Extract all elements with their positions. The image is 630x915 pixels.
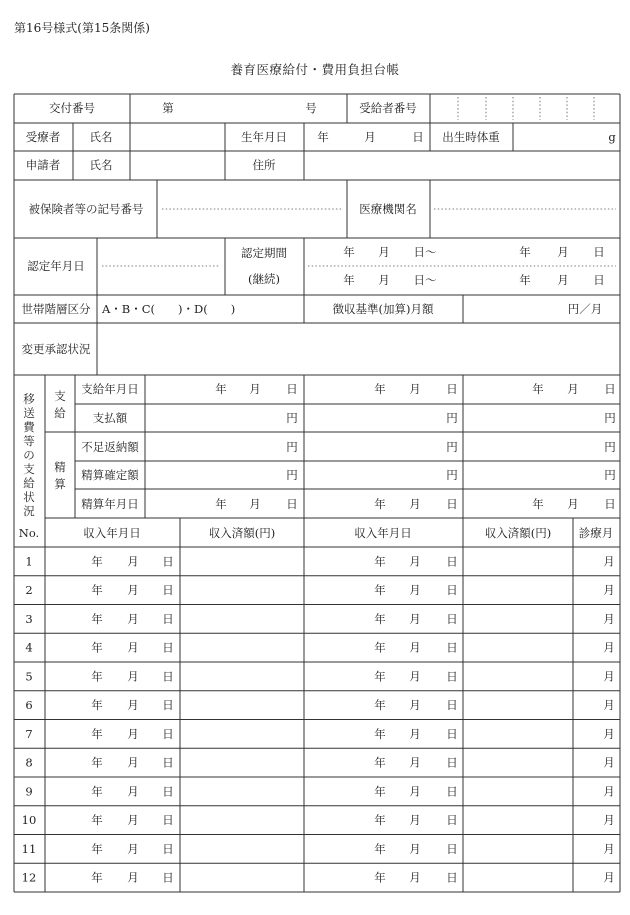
date-field: 日 [286, 497, 298, 511]
date-field: 日 [162, 611, 174, 626]
yen-field: 円 [286, 411, 298, 425]
date-field: 日 [162, 554, 174, 569]
approval-period-label: 認定期間 [241, 246, 287, 260]
day-label: 日 [412, 130, 424, 144]
date-field: 月 [127, 698, 139, 713]
date-field: 年 [91, 698, 103, 713]
payment-date-label: 支給年月日 [81, 382, 139, 396]
date-field: 日 [446, 784, 458, 799]
date-field: 月 [127, 726, 139, 741]
row-number: 6 [25, 698, 33, 713]
date-field: 日 [446, 726, 458, 741]
date-field: 日 [604, 497, 616, 511]
row-number: 11 [21, 841, 37, 856]
form-number: 第16号様式(第15条関係) [14, 21, 150, 35]
page-title: 養育医療給付・費用負担台帳 [230, 62, 400, 77]
row-number: 1 [25, 554, 33, 569]
date-field: 年 [374, 698, 386, 713]
date-field: 年 [374, 669, 386, 684]
month-field: 月 [603, 784, 615, 799]
month-field: 月 [603, 813, 615, 828]
date-field: 年 [91, 813, 103, 828]
date-field: 年 [91, 640, 103, 655]
household-class-label: 世帯階層区分 [21, 302, 91, 316]
date-field: 月 [127, 583, 139, 598]
applicant-name-label: 氏名 [89, 158, 113, 172]
date-field: 月 [409, 497, 421, 511]
date-field: 月 [409, 669, 421, 684]
date-field: 日 [446, 554, 458, 569]
transport-side-label: 等 [23, 434, 35, 448]
transport-side-label: 費 [23, 420, 35, 434]
date-field: 年 [374, 755, 386, 770]
col-amount-2: 収入済額(円) [484, 526, 552, 540]
date-field: 年 [374, 554, 386, 569]
date-field: 月 [127, 870, 139, 885]
transport-side-label: 状 [23, 490, 35, 504]
row-number: 2 [25, 583, 33, 598]
date-field: 月 [127, 841, 139, 856]
date-field: 年 [532, 497, 544, 511]
date-field: 年 [91, 841, 103, 856]
date-field: 年 [374, 726, 386, 741]
month-field: 月 [603, 583, 615, 598]
yen-field: 円 [604, 468, 616, 482]
date-field: 日 [162, 755, 174, 770]
date-field: 月 [409, 382, 421, 396]
month-field: 月 [603, 669, 615, 684]
date-field: 年 [374, 784, 386, 799]
date-field: 月 [409, 726, 421, 741]
year-label: 年 [343, 273, 355, 287]
date-field: 日 [446, 755, 458, 770]
payment-amount-label: 支払額 [92, 411, 128, 425]
date-field: 月 [409, 755, 421, 770]
col-date-2: 収入年月日 [354, 526, 412, 540]
transport-side-label: の [23, 448, 35, 462]
transport-side-label: 給 [23, 476, 35, 490]
date-field: 年 [532, 382, 544, 396]
date-field: 日 [162, 784, 174, 799]
date-field: 日 [446, 583, 458, 598]
day-label: 日 [593, 273, 605, 287]
recipient-number-label: 受給者番号 [359, 101, 417, 115]
row-number: 12 [21, 870, 37, 885]
date-field: 日 [162, 669, 174, 684]
settlement-label: 算 [54, 477, 66, 491]
patient-name-label: 氏名 [89, 130, 113, 144]
date-field: 年 [374, 870, 386, 885]
transport-side-label: 支 [23, 462, 35, 476]
date-field: 年 [91, 583, 103, 598]
dai-label: 第 [162, 101, 174, 115]
date-field: 月 [127, 554, 139, 569]
date-field: 年 [374, 583, 386, 598]
household-options: A・B・C( )・D( ) [102, 302, 236, 316]
date-field: 月 [567, 382, 579, 396]
continuation-label: (継続) [248, 272, 280, 286]
yen-per-month-label: 円／月 [567, 302, 603, 316]
weight-unit-label: g [608, 130, 616, 144]
settlement-date-label: 精算年月日 [81, 497, 139, 511]
shortfall-label: 不足返納額 [81, 440, 139, 454]
medical-institution-label: 医療機関名 [359, 202, 417, 216]
date-field: 日 [446, 669, 458, 684]
date-field: 年 [215, 497, 227, 511]
month-label: 月 [378, 273, 390, 287]
date-field: 年 [374, 640, 386, 655]
settlement-confirmed-label: 精算確定額 [81, 468, 139, 482]
date-field: 月 [409, 611, 421, 626]
date-field: 年 [374, 813, 386, 828]
date-field: 年 [215, 382, 227, 396]
day-tilde-label: 日〜 [413, 273, 437, 287]
date-field: 日 [604, 382, 616, 396]
transport-side-label: 況 [23, 504, 35, 518]
collection-standard-label: 徴収基準(加算)月額 [332, 302, 434, 316]
date-field: 月 [409, 698, 421, 713]
date-field: 年 [374, 841, 386, 856]
payment-label: 支 [54, 389, 66, 403]
month-field: 月 [603, 698, 615, 713]
month-label: 月 [378, 245, 390, 259]
settlement-label: 精 [54, 460, 66, 474]
date-field: 日 [162, 870, 174, 885]
date-field: 日 [446, 841, 458, 856]
date-field: 月 [409, 841, 421, 856]
transport-side-label: 送 [23, 406, 35, 420]
month-field: 月 [603, 640, 615, 655]
row-number: 4 [25, 640, 33, 655]
day-tilde-label: 日〜 [413, 245, 437, 259]
date-field: 月 [409, 813, 421, 828]
transport-side-label: 移 [23, 392, 35, 406]
applicant-label: 申請者 [25, 158, 61, 172]
date-field: 月 [127, 669, 139, 684]
date-field: 日 [446, 382, 458, 396]
yen-field: 円 [286, 440, 298, 454]
yen-field: 円 [446, 468, 458, 482]
date-field: 年 [374, 382, 386, 396]
date-field: 年 [91, 726, 103, 741]
date-field: 年 [91, 870, 103, 885]
date-field: 日 [162, 583, 174, 598]
col-date-1: 収入年月日 [83, 526, 141, 540]
col-amount-1: 収入済額(円) [208, 526, 276, 540]
date-field: 日 [162, 640, 174, 655]
row-number: 9 [25, 784, 33, 799]
date-field: 月 [409, 583, 421, 598]
date-field: 月 [249, 497, 261, 511]
date-field: 年 [91, 755, 103, 770]
year-label: 年 [317, 130, 329, 144]
month-label: 月 [364, 130, 376, 144]
date-field: 月 [567, 497, 579, 511]
date-field: 月 [127, 813, 139, 828]
month-field: 月 [603, 841, 615, 856]
date-field: 日 [162, 841, 174, 856]
year-label: 年 [519, 273, 531, 287]
row-number: 10 [21, 813, 37, 828]
date-field: 日 [162, 698, 174, 713]
date-field: 日 [446, 497, 458, 511]
date-field: 年 [374, 611, 386, 626]
date-field: 日 [446, 640, 458, 655]
date-field: 月 [409, 640, 421, 655]
birthdate-label: 生年月日 [241, 130, 287, 144]
row-number: 8 [25, 755, 33, 770]
date-field: 月 [409, 784, 421, 799]
change-status-label: 変更承認状況 [21, 342, 91, 356]
date-field: 日 [162, 726, 174, 741]
date-field: 日 [286, 382, 298, 396]
row-number: 7 [25, 726, 33, 741]
date-field: 年 [374, 497, 386, 511]
payment-label: 給 [54, 406, 66, 420]
yen-field: 円 [446, 440, 458, 454]
date-field: 日 [162, 813, 174, 828]
year-label: 年 [343, 245, 355, 259]
date-field: 年 [91, 554, 103, 569]
date-field: 年 [91, 784, 103, 799]
yen-field: 円 [604, 440, 616, 454]
month-field: 月 [603, 726, 615, 741]
yen-field: 円 [286, 468, 298, 482]
date-field: 月 [249, 382, 261, 396]
date-field: 月 [409, 870, 421, 885]
month-field: 月 [603, 870, 615, 885]
date-field: 日 [446, 813, 458, 828]
address-label: 住所 [252, 158, 276, 172]
month-field: 月 [603, 755, 615, 770]
date-field: 月 [127, 755, 139, 770]
birth-weight-label: 出生時体重 [442, 130, 500, 144]
date-field: 日 [446, 870, 458, 885]
go-label: 号 [305, 101, 317, 115]
year-label: 年 [519, 245, 531, 259]
month-field: 月 [603, 611, 615, 626]
col-month: 診療月 [578, 526, 614, 540]
day-label: 日 [593, 245, 605, 259]
date-field: 月 [127, 784, 139, 799]
approval-date-label: 認定年月日 [27, 259, 85, 273]
date-field: 日 [446, 611, 458, 626]
month-label: 月 [557, 245, 569, 259]
patient-label: 受療者 [25, 130, 61, 144]
row-number: 3 [25, 611, 33, 626]
date-field: 日 [446, 698, 458, 713]
date-field: 月 [127, 611, 139, 626]
col-no: No. [18, 526, 40, 540]
date-field: 年 [91, 611, 103, 626]
yen-field: 円 [446, 411, 458, 425]
month-label: 月 [557, 273, 569, 287]
yen-field: 円 [604, 411, 616, 425]
date-field: 月 [127, 640, 139, 655]
date-field: 年 [91, 669, 103, 684]
row-number: 5 [25, 669, 33, 684]
month-field: 月 [603, 554, 615, 569]
insured-symbol-label: 被保険者等の記号番号 [28, 202, 144, 216]
issue-number-label: 交付番号 [49, 101, 95, 115]
date-field: 月 [409, 554, 421, 569]
